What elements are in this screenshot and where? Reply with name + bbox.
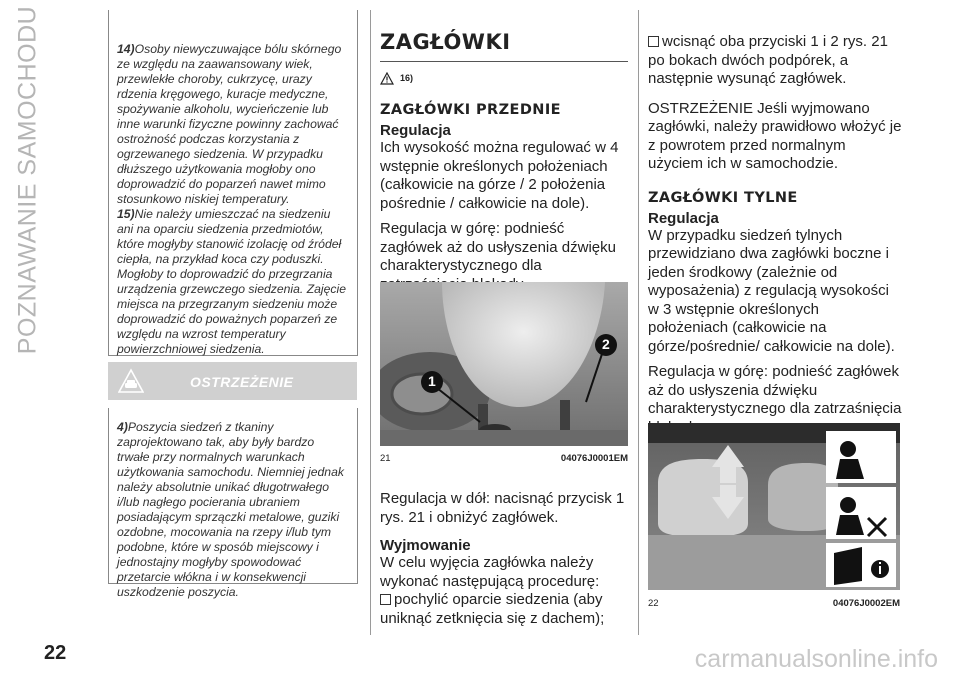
warning-box — [108, 408, 358, 599]
chapter-side-label-text: POZNAWANIE SAMOCHODU — [13, 5, 42, 355]
paragraph: W przypadku siedzeń tylnych przewidziano dwa zagłówki boczne i jeden środkowy (zależnie od wyposażenia) z regulacją wysokości w 3 wstępnie określonych położeniach (całkowicie na górze/pośrednie/ całkowicie na dole). — [648, 226, 895, 355]
bullet-text: wcisnąć oba przyciski 1 i 2 rys. 21 po bokach dwóch podpórek, a następnie wysunąć zagłówek. — [648, 33, 888, 87]
paragraph: Regulacja w górę: podnieść zagłówek aż do usłyszenia dźwięku charakterystycznego dla — [380, 220, 616, 274]
figure-21-caption — [380, 453, 628, 464]
paragraph: Regulacja w górę: podnieść zagłówek aż do usłyszenia dźwięku charakterystycznego dla zatrzaśnięcia — [648, 363, 902, 417]
warning-title: OSTRZEŻENIE — [190, 374, 294, 390]
figure-22-illustration — [648, 423, 900, 590]
warning-triangle-icon — [380, 72, 394, 85]
callout-2: 2 — [602, 336, 610, 352]
warning-4 — [109, 408, 357, 600]
column-divider — [638, 10, 639, 635]
paragraph: Ich wysokość można regulować w 4 wstępnie określonych położeniach (całkowicie na górze / 2 położenia pośrednie / całkowicie na dole). — [380, 139, 619, 212]
column-2 — [380, 30, 628, 301]
paragraph: OSTRZEŻENIE Jeśli wyjmowano zagłówki, należy prawidłowo włożyć je z powrotem przed normalnym użyciem ich w samochodzie. — [648, 99, 902, 172]
note-15-number: 15) — [117, 207, 135, 221]
warning-4-number: 4) — [117, 420, 128, 434]
column-3 — [648, 33, 902, 444]
subsection-heading: ZAGŁÓWKI PRZEDNIE — [380, 102, 561, 118]
paragraph: Regulacja w dół: nacisnąć przycisk 1 rys. 21 i obniżyć zagłówek. — [380, 490, 625, 526]
subsection-heading: ZAGŁÓWKI TYLNE — [648, 189, 798, 206]
column-2-lower — [380, 490, 628, 635]
bullet-item — [648, 33, 902, 89]
figure-code: 04076J0001EM — [560, 453, 628, 464]
note-14-number: 14) — [117, 42, 135, 56]
notes-box — [108, 10, 358, 356]
warning-header — [108, 362, 357, 400]
callout-1: 1 — [428, 373, 436, 389]
bullet-text: pochylić oparcie siedzenia (aby uniknąć zetknięcia się z dachem); — [380, 591, 605, 627]
note-14-text: Osoby niewyczuwające bólu skórnego ze względu na zaawansowany wiek, przewlekłe choroby, cukrzycę, urazy rdzenia kręgowego, kuracje medyczne, spożywanie alkoholu, wycieńczenie lub inne warunki fizyczne powinny zachować ostrożność podczas korzystania z ogrzewanego siedzenia. W przypadku dłuższego użytkowania mogłoby ono doprowadzić do poparzeń nawet mimo stosunkowo niskiej temperatury. — [117, 42, 342, 206]
note-14 — [109, 10, 357, 207]
figure-21-headrest-front — [380, 282, 628, 446]
figure-22-caption — [648, 598, 900, 609]
heading-rule — [380, 61, 628, 62]
figure-code: 04076J0002EM — [832, 598, 900, 609]
warning-4-text: Poszycia siedzeń z tkaniny zaprojektowano tak, aby były bardzo trwałe przy normalnych warunkach użytkowania samochodu. Niemniej jednak należy absolutnie unikać długotrwałego i/lub nagłego pocierania ubraniem posiadającym sprzączki metalowe, guziki ozdobne, mocowania na rzepy i/lub tym podobne, które w sposób miejscowy i jednostajny mogłyby spowodować przetarcie włókna i w konsekwencji uszkodzenie poszycia. — [117, 420, 344, 599]
figure-number: 21 — [380, 453, 391, 464]
regulation-title: Regulacja — [380, 122, 451, 139]
figure-21-illustration — [380, 282, 628, 446]
section-heading: ZAGŁÓWKI — [380, 30, 511, 54]
checkbox-bullet-icon — [380, 594, 391, 605]
note-15-text: Nie należy umieszczać na siedzeniu ani na oparciu siedzenia przedmiotów, które mogłyby stanowić izolację od źródeł ciepła, na przykład koca czy poduszki. Mogłoby to doprowadzić do przegrzania urządzenia grzewczego siedzenia. Zajęcie miejsca na przegrzanym siedzeniu może doprowadzić do poważnych poparzeń ze względu na wzrost temperatury powierzchniowej siedzenia. — [117, 207, 346, 356]
figure-number: 22 — [648, 598, 659, 609]
ref-line — [380, 68, 628, 88]
car-warning-icon — [118, 368, 144, 394]
column-divider — [370, 10, 371, 635]
paragraph: W celu wyjęcia zagłówka należy wykonać następującą procedurę: — [380, 554, 600, 590]
checkbox-bullet-icon — [648, 36, 659, 47]
note-15 — [109, 207, 357, 357]
regulation-title: Regulacja — [648, 209, 719, 227]
watermark: carmanualsonline.info — [694, 645, 938, 673]
page-number: 22 — [44, 642, 67, 664]
figure-22-headrest-rear — [648, 423, 900, 590]
chapter-side-label — [8, 5, 48, 355]
warning-ref: 16) — [400, 73, 414, 83]
bullet-item — [380, 591, 628, 628]
removal-title: Wyjmowanie — [380, 537, 471, 554]
